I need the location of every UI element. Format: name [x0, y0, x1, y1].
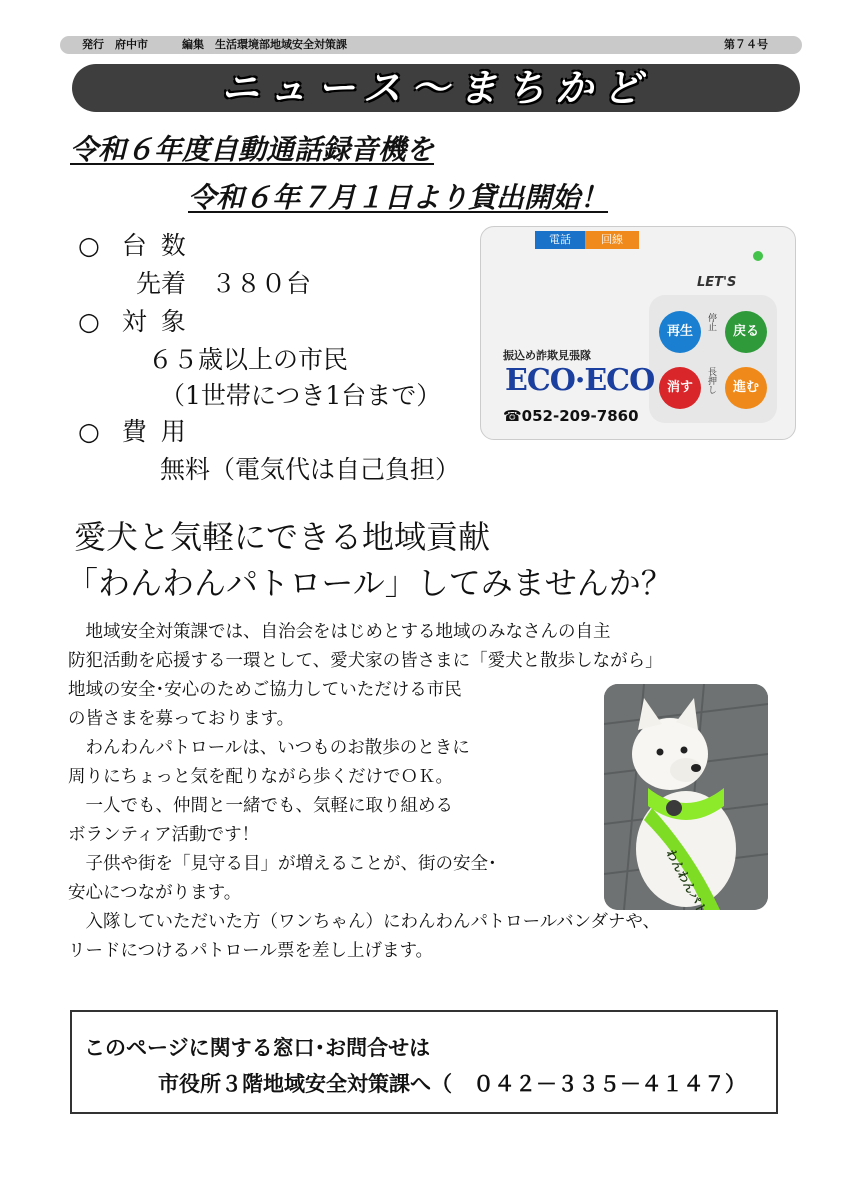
- device-stop-label: 停止: [706, 313, 716, 331]
- item-target-note: （1世帯につき1台まで）: [160, 381, 442, 410]
- banner-title: ニュース～まちかど: [220, 66, 652, 110]
- article1-headline-line1: 令和６年度自動通話録音機を: [70, 133, 435, 166]
- body-line: 防犯活動を応援する一環として、愛犬家の皆さまに「愛犬と散歩しながら」: [68, 651, 663, 671]
- device-brand: LET'S: [697, 275, 737, 290]
- device-longpress-label: 長押し: [706, 367, 716, 394]
- body-line: ボランティア活動です！: [68, 825, 260, 845]
- device-play-button: 再生: [659, 311, 701, 353]
- label-cost: 費用: [121, 417, 200, 446]
- body-line: 一人でも、仲間と一緒でも、気軽に取り組める: [68, 796, 453, 816]
- label-count: 台数: [121, 231, 200, 260]
- bullet-marker: ○: [78, 231, 100, 260]
- device-subtitle: 振込め詐欺見張隊: [503, 349, 591, 362]
- body-line: リードにつけるパトロール票を差し上げます。: [68, 941, 434, 961]
- issue-number: 第７４号: [724, 38, 768, 51]
- editor: 編集 生活環境部地域安全対策課: [182, 38, 347, 51]
- patrol-dog-photo: [604, 684, 768, 910]
- item-target-label: [78, 302, 200, 338]
- newsletter-banner: [72, 64, 800, 112]
- body-line: 入隊していただいた方（ワンちゃん）にわんわんパトロールバンダナや、: [68, 912, 661, 932]
- article2-title-line1: 愛犬と気軽にできる地域貢献: [74, 518, 491, 556]
- device-back-button: 戻る: [725, 311, 767, 353]
- bullet-marker: ○: [78, 417, 100, 446]
- publisher: 発行 府中市: [82, 38, 148, 51]
- body-line: 子供や街を「見守る目」が増えることが、街の安全･: [68, 854, 497, 874]
- contact-line2: 市役所３階地域安全対策課へ（ ０４２－３３５－４１４７）: [158, 1072, 746, 1096]
- call-recorder-device-image: [480, 226, 796, 440]
- contact-box: [70, 1010, 778, 1114]
- bullet-marker: ○: [78, 307, 100, 336]
- body-line: 周りにちょっと気を配りながら歩くだけでＯＫ。: [68, 767, 453, 787]
- device-led-icon: [753, 251, 763, 261]
- dog-illustration: [604, 684, 768, 910]
- device-forward-button: 進む: [725, 367, 767, 409]
- body-line: わんわんパトロールは、いつものお散歩のときに: [68, 738, 470, 758]
- device-tab-phone: 電話: [535, 231, 585, 249]
- device-tab-line: 回線: [585, 231, 639, 249]
- device-phone: ☎052-209-7860: [503, 407, 639, 425]
- device-logo: ECO·ECO: [505, 363, 655, 398]
- body-line: 安心につながります。: [68, 883, 242, 903]
- body-line: 地域の安全･安心のためご協力していただける市民: [68, 680, 462, 700]
- item-target-value: ６５歳以上の市民: [148, 345, 349, 374]
- device-delete-button: 消す: [659, 367, 701, 409]
- device-button-panel: [649, 295, 777, 423]
- item-cost-value: 無料（電気代は自己負担）: [160, 455, 461, 484]
- item-count-label: [78, 226, 200, 262]
- article2-title-line2: 「わんわんパトロール」してみませんか？: [66, 564, 673, 602]
- article2-body: [68, 618, 663, 966]
- item-count-value: 先着 ３８０台: [136, 269, 312, 298]
- article1-headline-line2: 令和６年７月１日より貸出開始！: [188, 181, 609, 214]
- header-bar: [60, 36, 802, 54]
- label-target: 対象: [121, 307, 200, 336]
- body-line: の皆さまを募っております。: [68, 709, 295, 729]
- item-cost-label: [78, 412, 200, 448]
- body-line: 地域安全対策課では、自治会をはじめとする地域のみなさんの自主: [68, 622, 611, 642]
- contact-line1: このページに関する窓口･お問合せは: [84, 1036, 431, 1060]
